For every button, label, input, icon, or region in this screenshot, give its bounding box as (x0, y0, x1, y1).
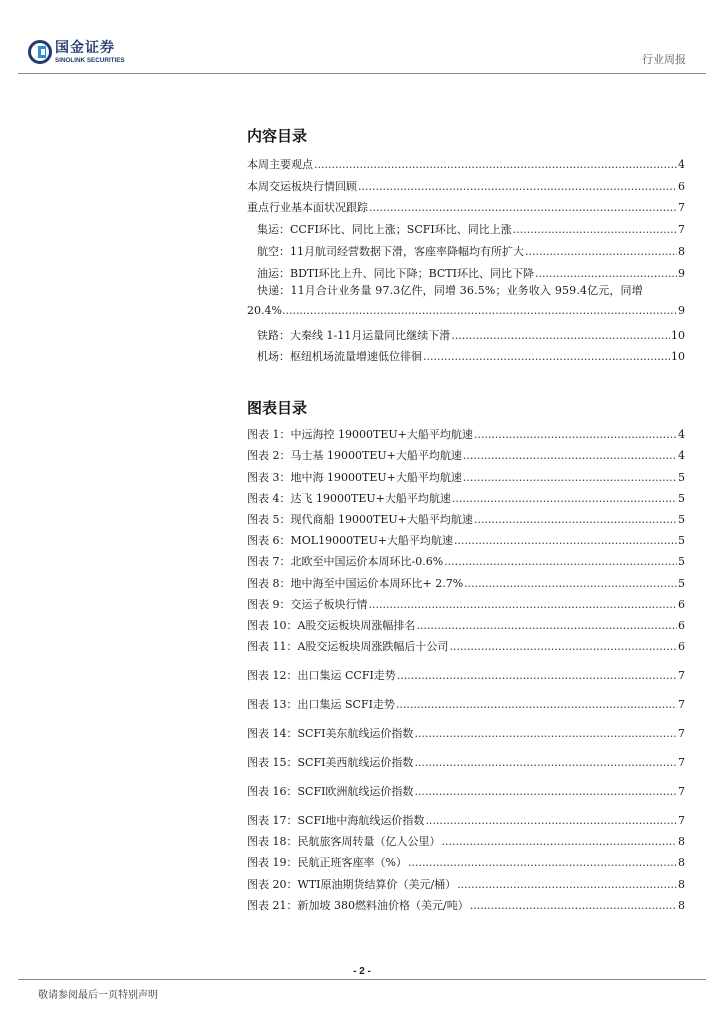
figure-item-text: 图表 3：地中海 19000TEU+大船平均航速 (247, 470, 462, 484)
figure-item-page: 6 (678, 597, 685, 611)
figure-item-page: 5 (678, 512, 685, 526)
toc-item[interactable] (247, 321, 685, 343)
figure-item-text: 图表 14：SCFI美东航线运价指数 (247, 727, 414, 741)
figure-item[interactable] (247, 506, 685, 527)
figure-item-page: 7 (678, 698, 685, 712)
footer-divider (18, 979, 706, 980)
leader-dots (282, 301, 678, 321)
figure-item[interactable] (247, 485, 685, 506)
figure-item-page: 8 (678, 877, 685, 891)
toc-item-text: 机场：枢纽机场流量增速低位徘徊 (257, 350, 422, 364)
figure-item[interactable] (247, 612, 685, 633)
leader-dots (397, 669, 677, 683)
figure-item[interactable] (247, 870, 685, 891)
figure-item-page: 7 (678, 669, 685, 683)
figures-list (247, 421, 685, 913)
page-header (0, 0, 724, 80)
leader-dots (451, 329, 670, 343)
figure-item-text: 图表 21：新加坡 380燃料油价格（美元/吨） (247, 898, 469, 912)
leader-dots (474, 513, 677, 527)
figure-item-text: 图表 15：SCFI美西航线运价指数 (247, 756, 414, 770)
figure-item-text: 图表 11：A股交运板块周涨跌幅后十公司 (247, 640, 449, 654)
leader-dots (464, 577, 677, 591)
toc-item-page: 10 (671, 328, 685, 342)
toc-item[interactable] (247, 215, 685, 237)
figure-item[interactable] (247, 741, 685, 770)
figure-item[interactable] (247, 633, 685, 654)
toc-item-text: 铁路：大秦线 1-11月运量同比继续下滑 (257, 328, 451, 342)
leader-dots (416, 619, 677, 633)
toc-item-page: 10 (671, 350, 685, 364)
figure-item-text: 图表 8：地中海至中国运价本周环比+ 2.7% (247, 576, 464, 590)
figure-item-text: 图表 20：WTI原油期货结算价（美元/桶） (247, 877, 457, 891)
figure-item-page: 7 (678, 785, 685, 799)
figure-item-text: 图表 10：A股交运板块周涨幅排名 (247, 618, 416, 632)
leader-dots (463, 449, 677, 463)
figure-item[interactable] (247, 892, 685, 913)
figure-item-page: 5 (678, 534, 685, 548)
figure-item[interactable] (247, 421, 685, 442)
leader-dots (314, 158, 677, 172)
figure-item[interactable] (247, 463, 685, 484)
leader-dots (513, 223, 677, 237)
leader-dots (470, 899, 677, 913)
leader-dots (369, 201, 677, 215)
figure-item-text: 图表 7：北欧至中国运价本周环比-0.6% (247, 555, 444, 569)
figure-item-text: 图表 5：现代商船 19000TEU+大船平均航速 (247, 512, 473, 526)
toc-item-text: 本周主要观点 (247, 157, 313, 171)
figure-item-text: 图表 16：SCFI欧洲航线运价指数 (247, 785, 414, 799)
toc-item[interactable] (247, 172, 685, 194)
toc-item-text: 快递：11月合计业务量 97.3亿件，同增 36.5%；业务收入 959.4亿元，同增 (257, 283, 643, 297)
figure-item[interactable] (247, 654, 685, 683)
leader-dots (452, 492, 677, 506)
figure-item-page: 4 (678, 428, 685, 442)
toc-item-text: 本周交运板块行情回顾 (247, 179, 357, 193)
toc-item[interactable] (247, 194, 685, 216)
logo-chinese-name: 国金证券 (55, 40, 115, 56)
figure-item-text: 图表 2：马士基 19000TEU+大船平均航速 (247, 449, 462, 463)
figure-item-text: 图表 19：民航正班客座率（%） (247, 856, 407, 870)
figure-item[interactable] (247, 799, 685, 828)
toc-item-text: 油运：BDTI环比上升、同比下降；BCTI环比、同比下降 (257, 266, 534, 280)
toc-item-page: 8 (678, 244, 685, 258)
figure-item-text: 图表 17：SCFI地中海航线运价指数 (247, 814, 425, 828)
figure-item-page: 8 (678, 898, 685, 912)
toc-item-page: 9 (678, 266, 685, 280)
figure-item[interactable] (247, 828, 685, 849)
figure-item[interactable] (247, 683, 685, 712)
figure-item[interactable] (247, 569, 685, 590)
leader-dots (449, 640, 677, 654)
contents-list (247, 150, 685, 364)
leader-dots (457, 878, 677, 892)
figure-item-page: 6 (678, 618, 685, 632)
toc-item-page: 7 (678, 201, 685, 215)
figure-item-text: 图表 12：出口集运 CCFI走势 (247, 669, 396, 683)
logo-english-name: SINOLINK SECURITIES (55, 57, 125, 64)
leader-dots (442, 835, 678, 849)
leader-dots (414, 727, 677, 741)
toc-item-page: 7 (678, 223, 685, 237)
toc-item-text-continued: 20.4% (247, 303, 282, 317)
leader-dots (358, 180, 677, 194)
toc-item-text: 航空：11月航司经营数据下滑，客座率降幅均有所扩大 (257, 244, 524, 258)
leader-dots (423, 350, 670, 364)
figure-item[interactable] (247, 591, 685, 612)
leader-dots (535, 267, 677, 281)
leader-dots (454, 534, 677, 548)
page-number: - 2 - (353, 966, 371, 977)
header-divider (18, 73, 706, 74)
figure-item-page: 8 (678, 835, 685, 849)
toc-item[interactable] (247, 343, 685, 365)
leader-dots (525, 245, 677, 259)
figure-item-page: 5 (678, 576, 685, 590)
figure-item-page: 6 (678, 640, 685, 654)
leader-dots (444, 555, 677, 569)
figure-item-text: 图表 13：出口集运 SCFI走势 (247, 698, 395, 712)
figure-item-text: 图表 4：达飞 19000TEU+大船平均航速 (247, 491, 451, 505)
figure-item-page: 5 (678, 470, 685, 484)
figure-item-page: 7 (678, 814, 685, 828)
toc-item-page: 6 (678, 179, 685, 193)
figure-item-page: 5 (678, 555, 685, 569)
report-type-label: 行业周报 (642, 53, 686, 66)
figure-item-text: 图表 9：交运子板块行情 (247, 597, 368, 611)
leader-dots (369, 598, 678, 612)
figure-item-page: 5 (678, 491, 685, 505)
figure-item-page: 4 (678, 449, 685, 463)
figure-item-page: 8 (678, 856, 685, 870)
toc-item[interactable] (247, 150, 685, 172)
leader-dots (425, 814, 677, 828)
figure-item[interactable] (247, 527, 685, 548)
figure-item[interactable] (247, 770, 685, 799)
sinolink-logo-icon (28, 40, 52, 64)
leader-dots (414, 756, 677, 770)
figure-item[interactable] (247, 849, 685, 870)
figure-item-text: 图表 1：中远海控 19000TEU+大船平均航速 (247, 428, 473, 442)
leader-dots (414, 785, 677, 799)
toc-item[interactable] (247, 237, 685, 259)
figures-title: 图表目录 (247, 399, 308, 417)
toc-item[interactable] (247, 281, 685, 321)
toc-item-text: 重点行业基本面状况跟踪 (247, 201, 368, 215)
figure-item-text: 图表 18：民航旅客周转量（亿人公里） (247, 835, 441, 849)
toc-item-page: 4 (678, 157, 685, 171)
figure-item[interactable] (247, 712, 685, 741)
toc-item[interactable] (247, 259, 685, 281)
toc-item-text: 集运：CCFI环比、同比上涨；SCFI环比、同比上涨 (257, 223, 512, 237)
toc-item-page: 9 (678, 303, 685, 317)
leader-dots (474, 428, 677, 442)
figure-item[interactable] (247, 442, 685, 463)
figure-item-text: 图表 6：MOL19000TEU+大船平均航速 (247, 534, 453, 548)
figure-item-page: 7 (678, 727, 685, 741)
leader-dots (408, 856, 677, 870)
figure-item-page: 7 (678, 756, 685, 770)
leader-dots (396, 698, 677, 712)
footer-disclaimer: 敬请参阅最后一页特别声明 (38, 990, 158, 1001)
figure-item[interactable] (247, 548, 685, 569)
sinolink-logo (28, 40, 138, 68)
leader-dots (463, 471, 677, 485)
contents-title: 内容目录 (247, 127, 308, 145)
